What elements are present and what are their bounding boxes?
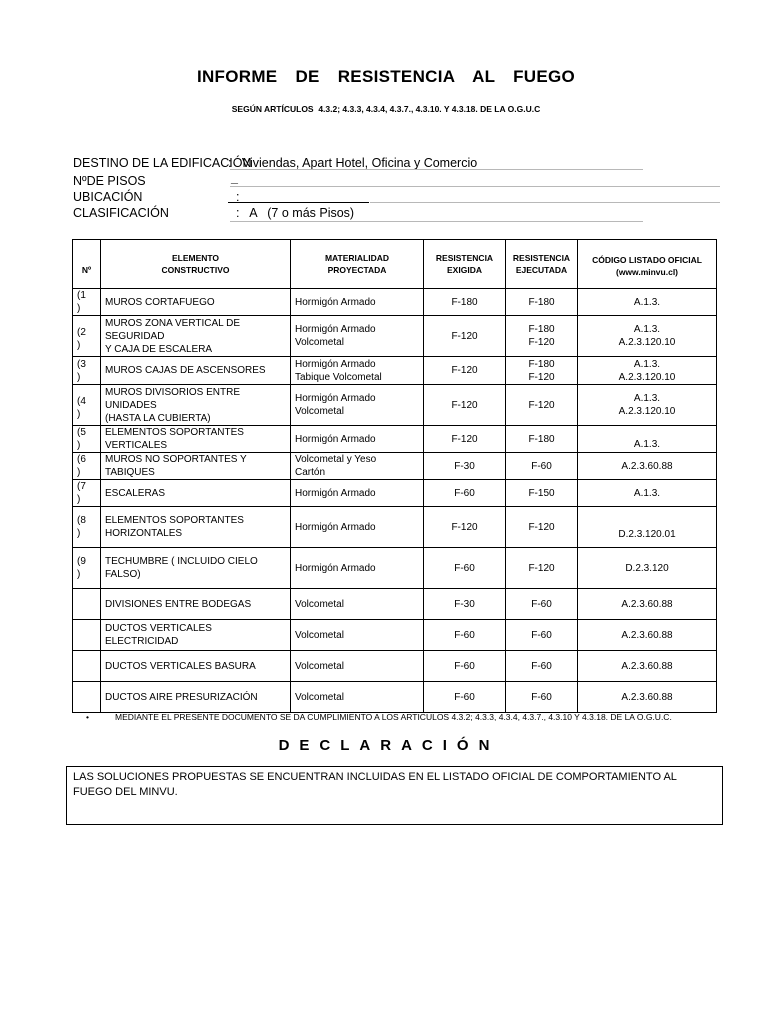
row-ejecutada: F-60 <box>506 453 578 480</box>
row-ejecutada: F-60 <box>506 620 578 651</box>
table-row <box>73 426 717 453</box>
row-codigo: A.2.3.60.88 <box>578 651 717 682</box>
row-elemento: DIVISIONES ENTRE BODEGAS <box>101 589 291 620</box>
row-num <box>73 589 101 620</box>
row-elemento: MUROS CORTAFUEGO <box>101 289 291 316</box>
row-ejecutada: F-180 <box>506 289 578 316</box>
row-num: (6 ) <box>73 453 101 480</box>
pisos-value: _ <box>231 171 238 185</box>
row-exigida: F-60 <box>424 548 506 589</box>
row-ejecutada: F-120 <box>506 548 578 589</box>
table-row <box>73 385 717 426</box>
row-materialidad: Volcometal <box>291 651 424 682</box>
row-materialidad: Hormigón Armado <box>291 480 424 507</box>
header-ejecutada: RESISTENCIA EJECUTADA <box>506 240 578 289</box>
row-exigida: F-120 <box>424 426 506 453</box>
row-num: (7 ) <box>73 480 101 507</box>
row-materialidad: Volcometal <box>291 589 424 620</box>
row-num: (1 ) <box>73 289 101 316</box>
row-exigida: F-120 <box>424 357 506 385</box>
ubicacion-value: : <box>236 190 240 204</box>
table-row <box>73 507 717 548</box>
row-materialidad: Hormigón Armado <box>291 507 424 548</box>
row-codigo: A.2.3.60.88 <box>578 589 717 620</box>
ubicacion-underline <box>228 202 369 203</box>
row-ejecutada: F-120 <box>506 507 578 548</box>
pisos-label: NºDE PISOS <box>73 174 146 188</box>
header-elemento: ELEMENTO CONSTRUCTIVO <box>101 240 291 289</box>
row-codigo: A.2.3.60.88 <box>578 620 717 651</box>
row-num: (5 ) <box>73 426 101 453</box>
row-ejecutada: F-150 <box>506 480 578 507</box>
row-ejecutada: F-180 F-120 <box>506 357 578 385</box>
row-ejecutada: F-180 F-120 <box>506 316 578 357</box>
clasificacion-underline <box>230 221 643 222</box>
row-materialidad: Volcometal y Yeso Cartón <box>291 453 424 480</box>
destino-underline <box>230 169 643 170</box>
row-num: (9 ) <box>73 548 101 589</box>
row-codigo: D.2.3.120 <box>578 548 717 589</box>
row-exigida: F-60 <box>424 682 506 713</box>
row-exigida: F-180 <box>424 289 506 316</box>
row-codigo: A.1.3. <box>578 289 717 316</box>
row-ejecutada: F-60 <box>506 589 578 620</box>
table-row <box>73 480 717 507</box>
table-row <box>73 357 717 385</box>
row-ejecutada: F-120 <box>506 385 578 426</box>
pisos-underline <box>230 186 720 187</box>
row-exigida: F-120 <box>424 507 506 548</box>
row-materialidad: Volcometal <box>291 620 424 651</box>
table-row <box>73 316 717 357</box>
compliance-note-text: MEDIANTE EL PRESENTE DOCUMENTO SE DA CUMPLIMIENTO A LOS ARTICULOS 4.3.2; 4.3.3, 4.3.4, 4.3.7., 4.3.10 Y 4.3.18. DE LA O.G.U.C. <box>115 712 672 722</box>
row-elemento: DUCTOS VERTICALES ELECTRICIDAD <box>101 620 291 651</box>
clasificacion-value: : A (7 o más Pisos) <box>236 206 355 220</box>
row-num: (3 ) <box>73 357 101 385</box>
row-elemento: MUROS DIVISORIOS ENTRE UNIDADES (HASTA LA CUBIERTA) <box>101 385 291 426</box>
row-num: (4 ) <box>73 385 101 426</box>
header-num: Nº <box>73 240 101 289</box>
row-exigida: F-60 <box>424 620 506 651</box>
table-row <box>73 453 717 480</box>
row-exigida: F-30 <box>424 453 506 480</box>
row-num: (2 ) <box>73 316 101 357</box>
row-exigida: F-120 <box>424 316 506 357</box>
row-elemento: ELEMENTOS SOPORTANTES HORIZONTALES <box>101 507 291 548</box>
row-materialidad: Hormigón Armado Volcometal <box>291 385 424 426</box>
row-materialidad: Hormigón Armado <box>291 289 424 316</box>
row-elemento: ELEMENTOS SOPORTANTES VERTICALES <box>101 426 291 453</box>
row-codigo: A.1.3. A.2.3.120.10 <box>578 357 717 385</box>
table-header-row <box>73 240 717 289</box>
row-elemento: DUCTOS AIRE PRESURIZACIÓN <box>101 682 291 713</box>
row-elemento: MUROS CAJAS DE ASCENSORES <box>101 357 291 385</box>
row-materialidad: Hormigón Armado <box>291 548 424 589</box>
row-ejecutada: F-180 <box>506 426 578 453</box>
row-elemento: MUROS ZONA VERTICAL DE SEGURIDAD Y CAJA DE ESCALERA <box>101 316 291 357</box>
row-ejecutada: F-60 <box>506 651 578 682</box>
row-elemento: ESCALERAS <box>101 480 291 507</box>
row-ejecutada: F-60 <box>506 682 578 713</box>
document-subtitle: SEGÚN ARTÍCULOS 4.3.2; 4.3.3, 4.3.4, 4.3.7., 4.3.10. Y 4.3.18. DE LA O.G.U.C <box>231 104 541 114</box>
table-row <box>73 589 717 620</box>
declaration-text: LAS SOLUCIONES PROPUESTAS SE ENCUENTRAN INCLUIDAS EN EL LISTADO OFICIAL DE COMPORTAMIENTO AL FUEGO DEL MINVU. <box>73 771 677 798</box>
table-row <box>73 289 717 316</box>
table-row <box>73 651 717 682</box>
row-materialidad: Hormigón Armado Volcometal <box>291 316 424 357</box>
document-title: INFORME DE RESISTENCIA AL FUEGO <box>196 67 576 86</box>
row-materialidad: Hormigón Armado <box>291 426 424 453</box>
row-elemento: DUCTOS VERTICALES BASURA <box>101 651 291 682</box>
row-exigida: F-30 <box>424 589 506 620</box>
declaration-box <box>66 766 723 825</box>
header-codigo: CÓDIGO LISTADO OFICIAL (www.minvu.cl) <box>578 240 717 289</box>
header-exigida: RESISTENCIA EXIGIDA <box>424 240 506 289</box>
ubicacion-underline-extension <box>370 202 720 203</box>
row-codigo: A.1.3. A.2.3.120.10 <box>578 385 717 426</box>
row-codigo: A.2.3.60.88 <box>578 682 717 713</box>
table-row <box>73 620 717 651</box>
bullet-icon: • <box>86 712 89 722</box>
declaration-title: DECLARACIÓN <box>278 737 500 754</box>
row-exigida: F-120 <box>424 385 506 426</box>
row-codigo: A.2.3.60.88 <box>578 453 717 480</box>
row-materialidad: Volcometal <box>291 682 424 713</box>
destino-value: : Viviendas, Apart Hotel, Oficina y Comercio <box>228 156 478 170</box>
destino-label: DESTINO DE LA EDIFICACIÓN <box>73 156 252 170</box>
fire-resistance-table <box>72 239 717 713</box>
row-codigo: A.1.3. A.2.3.120.10 <box>578 316 717 357</box>
row-num <box>73 620 101 651</box>
clasificacion-label: CLASIFICACIÓN <box>73 206 169 220</box>
row-num <box>73 682 101 713</box>
row-exigida: F-60 <box>424 651 506 682</box>
row-elemento: MUROS NO SOPORTANTES Y TABIQUES <box>101 453 291 480</box>
row-num: (8 ) <box>73 507 101 548</box>
row-codigo: D.2.3.120.01 <box>578 507 717 548</box>
table-row <box>73 548 717 589</box>
row-num <box>73 651 101 682</box>
header-materialidad: MATERIALIDAD PROYECTADA <box>291 240 424 289</box>
table-row <box>73 682 717 713</box>
row-elemento: TECHUMBRE ( INCLUIDO CIELO FALSO) <box>101 548 291 589</box>
row-exigida: F-60 <box>424 480 506 507</box>
row-codigo: A.1.3. <box>578 480 717 507</box>
row-materialidad: Hormigón Armado Tabique Volcometal <box>291 357 424 385</box>
ubicacion-label: UBICACIÓN <box>73 190 143 204</box>
row-codigo: A.1.3. <box>578 426 717 453</box>
